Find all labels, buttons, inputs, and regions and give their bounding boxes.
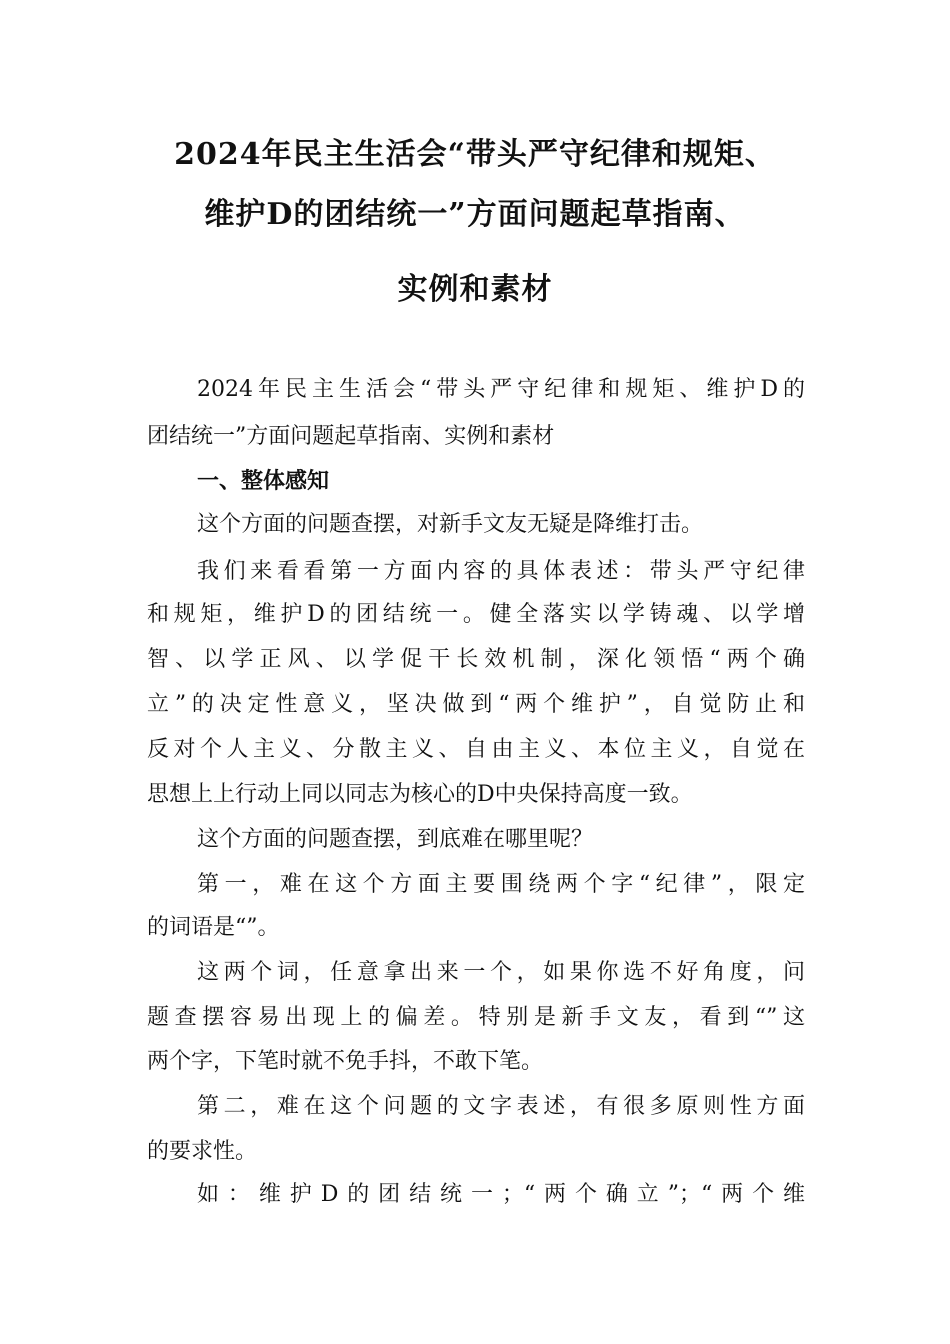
- body-text-line: 的要求性。: [147, 1139, 258, 1164]
- body-text-line: 2024年民主生活会“带头严守纪律和规矩、维护D的: [197, 377, 805, 402]
- body-text-line: 第一，难在这个方面主要围绕两个字“纪律”，限定: [197, 872, 805, 897]
- body-text-line: 团结统一”方面问题起草指南、实例和素材: [147, 424, 555, 449]
- body-text-line: 这两个词，任意拿出来一个，如果你选不好角度，问: [197, 960, 805, 985]
- body-text-line: 这个方面的问题查摆，到底难在哪里呢？: [197, 827, 594, 852]
- body-text-line: 题查摆容易出现上的偏差。特别是新手文友，看到“”这: [147, 1005, 805, 1030]
- body-text-line: 这个方面的问题查摆，对新手文友无疑是降维打击。: [197, 512, 704, 537]
- body-text-line: 智、以学正风、以学促干长效机制，深化领悟“两个确: [147, 647, 805, 672]
- body-text-line: 的词语是“”。: [147, 915, 280, 940]
- body-text-line: 第二，难在这个问题的文字表述，有很多原则性方面: [197, 1094, 805, 1119]
- section-heading: 一、整体感知: [197, 468, 330, 494]
- body-text-line: 反对个人主义、分散主义、自由主义、本位主义，自觉在: [147, 737, 805, 762]
- body-text-line: 两个字，下笔时就不免手抖，不敢下笔。: [147, 1049, 544, 1074]
- body-text-line: 我们来看看第一方面内容的具体表述：带头严守纪律: [197, 559, 805, 584]
- document-title-line: 实例和素材: [397, 272, 553, 307]
- body-text-line: 如：维护D的团结统一；“两个确立”；“两个维: [197, 1182, 805, 1207]
- document-title-line: 2024年民主生活会“带头严守纪律和规矩、: [174, 137, 776, 172]
- body-text-line: 和规矩，维护D的团结统一。健全落实以学铸魂、以学增: [147, 602, 805, 627]
- body-text-line: 立”的决定性意义，坚决做到“两个维护”，自觉防止和: [147, 692, 805, 717]
- document-title-line: 维护D的团结统一”方面问题起草指南、: [204, 197, 746, 232]
- body-text-line: 思想上上行动上同以同志为核心的D中央保持高度一致。: [147, 782, 693, 807]
